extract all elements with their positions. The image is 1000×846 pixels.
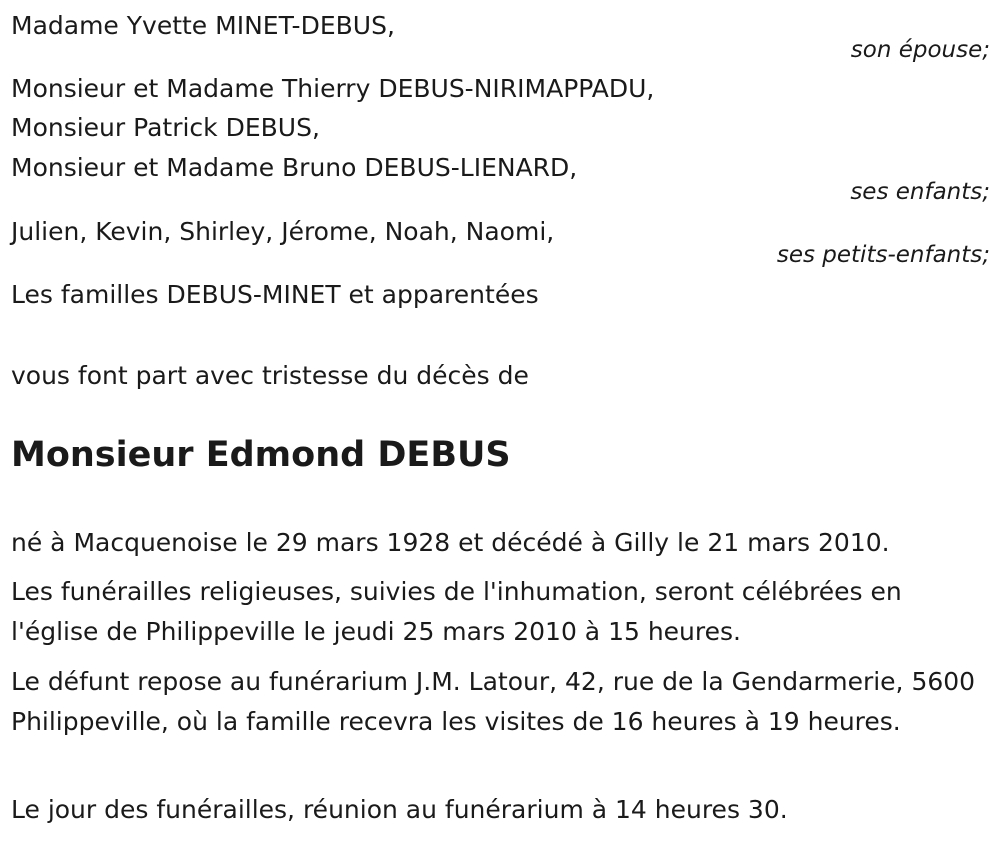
detail-paragraph: Le défunt repose au funérarium J.M. Latour, 42, rue de la Gendarmerie, 5600 Philippeville, où la famille recevra les visites de 16 heures à 19 heures. bbox=[11, 667, 976, 736]
spouse-line: Madame Yvette MINET-DEBUS, bbox=[11, 11, 395, 40]
child-line: Monsieur et Madame Bruno DEBUS-LIENARD, bbox=[11, 153, 578, 182]
child-line: Monsieur et Madame Thierry DEBUS-NIRIMAPPADU, bbox=[11, 74, 655, 103]
deceased-name: Monsieur Edmond DEBUS bbox=[11, 435, 511, 475]
detail-paragraph: né à Macquenoise le 29 mars 1928 et décédé à Gilly le 21 mars 2010. bbox=[11, 528, 890, 557]
detail-paragraph: Les funérailles religieuses, suivies de l'inhumation, seront célébrées en l'église de Philippeville le jeudi 25 mars 2010 à 15 heures. bbox=[11, 577, 902, 646]
families-line: Les familles DEBUS-MINET et apparentées bbox=[11, 280, 539, 309]
spouse-role: son épouse; bbox=[850, 37, 990, 63]
child-line: Monsieur Patrick DEBUS, bbox=[11, 113, 320, 142]
grandchildren-line: Julien, Kevin, Shirley, Jérome, Noah, Naomi, bbox=[11, 217, 555, 246]
grandchildren-role: ses petits-enfants; bbox=[776, 242, 990, 268]
detail-paragraph: Le jour des funérailles, réunion au funérarium à 14 heures 30. bbox=[11, 795, 788, 824]
announcement-line: vous font part avec tristesse du décès de bbox=[11, 361, 529, 390]
children-role: ses enfants; bbox=[850, 179, 990, 205]
